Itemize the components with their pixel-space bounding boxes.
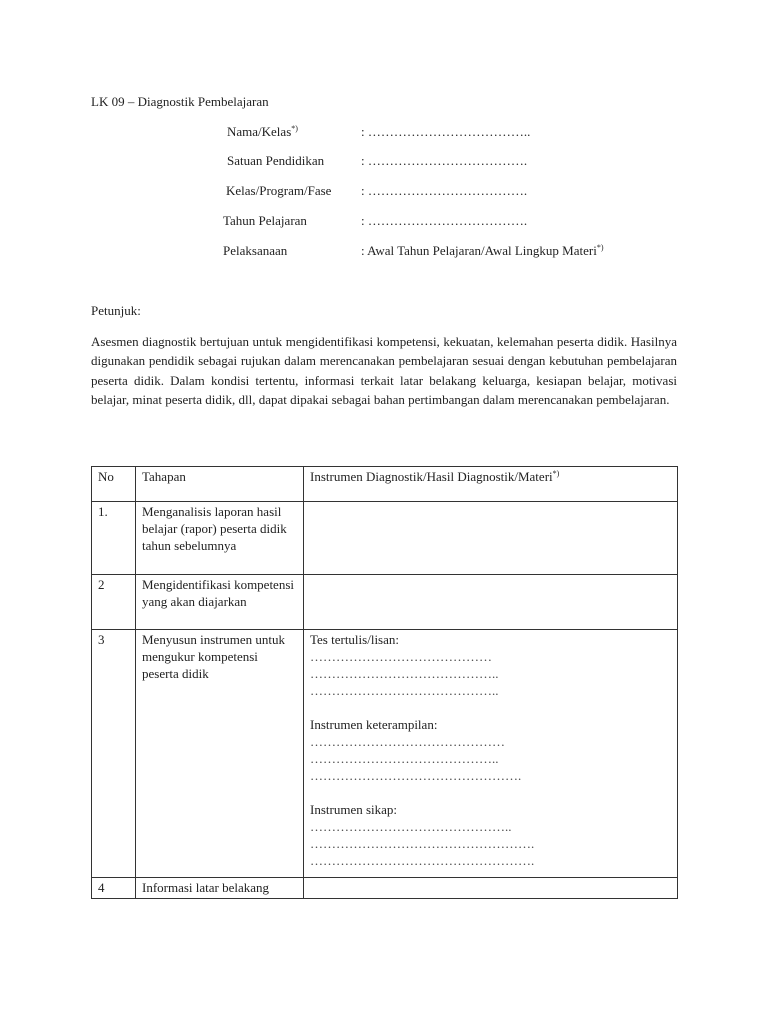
dotted-line: …………………………………….. <box>310 683 499 698</box>
table-row <box>92 878 678 899</box>
diagnostic-table <box>91 466 678 899</box>
document-title: LK 09 – Diagnostik Pembelajaran <box>91 94 269 109</box>
dotted-line: ……………………………………………. <box>310 836 535 851</box>
row-no: 3 <box>92 630 136 878</box>
row-no: 2 <box>92 575 136 630</box>
field-value-tahun-pelajaran: : ………………………………. <box>361 213 528 228</box>
row-stage: Mengidentifikasi kompetensi yang akan diajarkan <box>136 575 304 630</box>
instructions-heading: Petunjuk: <box>91 303 141 318</box>
row-no: 4 <box>92 878 136 899</box>
dotted-line: ……………………………………….. <box>310 819 512 834</box>
dotted-line: ……………………………………… <box>310 734 505 749</box>
row-instrument-cell[interactable] <box>304 878 678 899</box>
dotted-line: …………………………………….. <box>310 666 499 681</box>
field-value-satuan-pendidikan: : ………………………………. <box>361 153 528 168</box>
field-value-pelaksanaan: : Awal Tahun Pelajaran/Awal Lingkup Materi*) <box>361 243 604 258</box>
header-no: No <box>92 467 136 502</box>
field-label-satuan-pendidikan: Satuan Pendidikan <box>227 153 325 168</box>
table-row <box>92 575 678 630</box>
header-stage: Tahapan <box>136 467 304 502</box>
instructions-body: Asesmen diagnostik bertujuan untuk mengidentifikasi kompetensi, kekuatan, kelemahan peserta didik. Hasilnya digunakan pendidik sebagai rujukan dalam merencanakan pembelajaran sesuai dengan kebutuhan pembelajaran peserta didik. Dalam kondisi tertentu, informasi terkait latar belakang keluarga, kesiapan belajar, motivasi belajar, minat peserta didik, dll, dapat dipakai sebagai bahan pertimbangan dalam merencanakan pembelajaran. <box>91 334 677 407</box>
section-label-sikap: Instrumen sikap: <box>310 802 398 817</box>
row-instrument-cell[interactable] <box>304 575 678 630</box>
field-label-tahun-pelajaran: Tahun Pelajaran <box>223 213 307 228</box>
row-no: 1. <box>92 502 136 575</box>
field-label-kelas-program-fase: Kelas/Program/Fase <box>226 183 332 198</box>
table-row <box>92 630 678 878</box>
field-label-pelaksanaan: Pelaksanaan <box>223 243 288 258</box>
dotted-line: …………………………………………. <box>310 768 522 783</box>
row-instrument-cell[interactable] <box>304 630 678 878</box>
header-instrument: Instrumen Diagnostik/Hasil Diagnostik/Materi*) <box>304 467 678 502</box>
row-stage: Menganalisis laporan hasil belajar (rapor) peserta didik tahun sebelumnya <box>136 502 304 575</box>
row-stage: Menyusun instrumen untuk mengukur kompetensi peserta didik <box>136 630 304 878</box>
field-label-nama-kelas: Nama/Kelas*) <box>227 124 298 139</box>
field-value-nama-kelas: : ……………………………….. <box>361 124 531 139</box>
table-row <box>92 502 678 575</box>
section-label-tes: Tes tertulis/lisan: <box>310 632 399 647</box>
field-value-kelas-program-fase: : ………………………………. <box>361 183 528 198</box>
dotted-line: ……………………………………………. <box>310 853 535 868</box>
row-stage: Informasi latar belakang <box>136 878 304 899</box>
dotted-line: …………………………………… <box>310 649 492 664</box>
table-header-row <box>92 467 678 502</box>
dotted-line: …………………………………….. <box>310 751 499 766</box>
section-label-keterampilan: Instrumen keterampilan: <box>310 717 438 732</box>
row-instrument-cell[interactable] <box>304 502 678 575</box>
